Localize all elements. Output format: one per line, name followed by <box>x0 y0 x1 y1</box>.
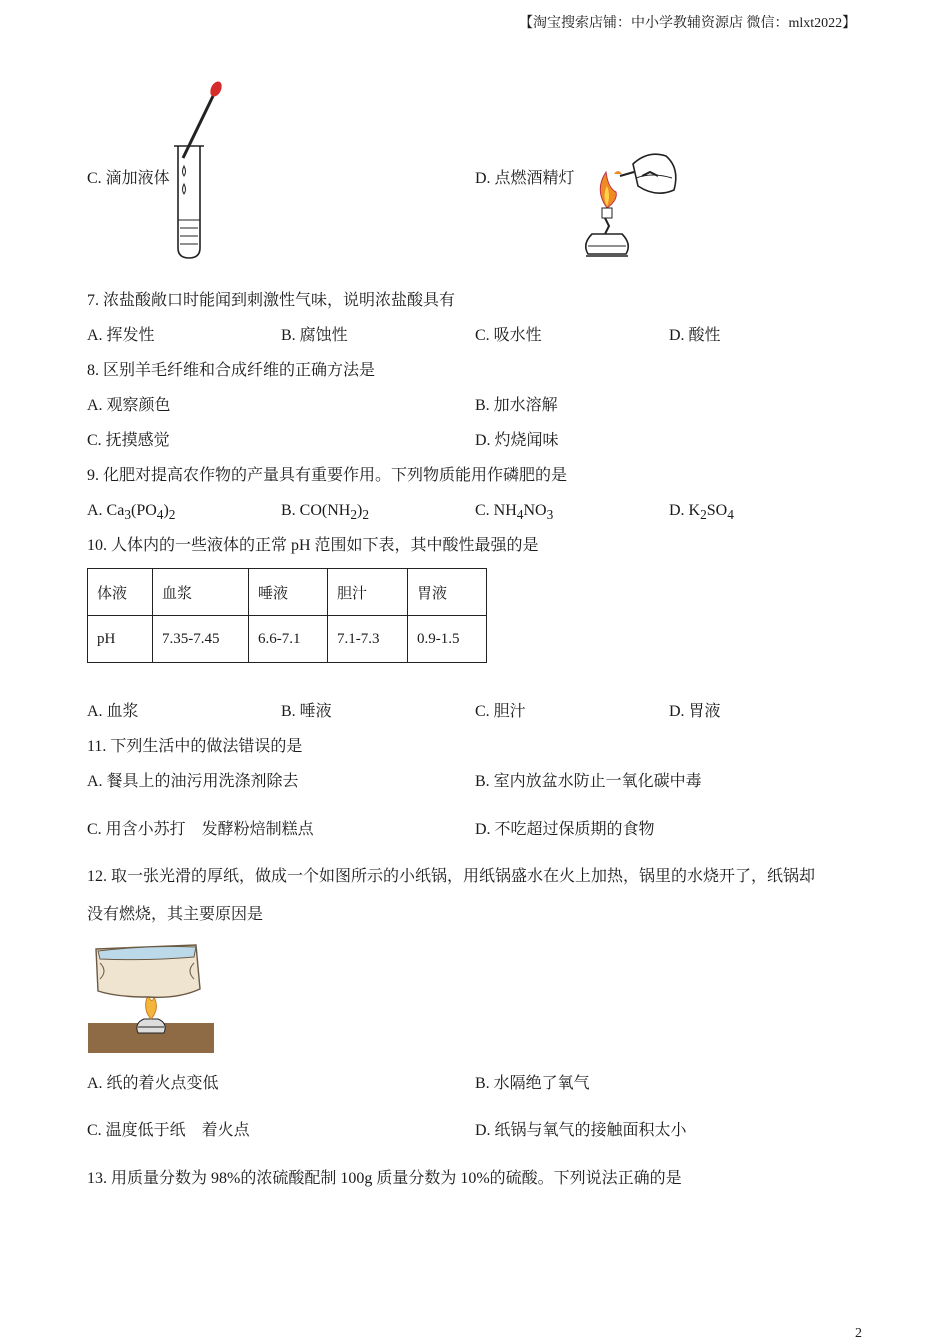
q11-option-c[interactable]: C. 用含小苏打 发酵粉焙制糕点 <box>87 821 314 838</box>
alcohol-lamp-lighting-illustration <box>578 150 688 265</box>
table-cell: 7.35-7.45 <box>153 616 249 663</box>
q7-option-a[interactable]: A. 挥发性 <box>87 327 155 344</box>
ph-table <box>87 568 487 663</box>
table-cell: 胆汁 <box>328 569 408 616</box>
table-cell: 唾液 <box>249 569 328 616</box>
q8-option-a[interactable]: A. 观察颜色 <box>87 397 171 414</box>
q9-option-c[interactable]: C. $NH_4NO_3$ <box>475 502 554 523</box>
q7-option-c[interactable]: C. 吸水性 <box>475 327 542 344</box>
dropper-test-tube-illustration <box>168 80 228 265</box>
q11-option-b[interactable]: B. 室内放盆水防止一氧化碳中毒 <box>475 773 702 790</box>
q13-stem: 13. 用质量分数为 98%的浓硫酸配制 100g 质量分数为 10%的硫酸。下列说法正确的是 <box>87 1170 682 1187</box>
q9-option-d[interactable]: D. $K_2SO_4$ <box>669 502 734 523</box>
q9-stem: 9. 化肥对提高农作物的产量具有重要作用。下列物质能用作磷肥的是 <box>87 467 568 484</box>
q7-option-d[interactable]: D. 酸性 <box>669 327 721 344</box>
q10-option-b[interactable]: B. 唾液 <box>281 703 332 720</box>
q8-option-d[interactable]: D. 灼烧闻味 <box>475 432 559 449</box>
q10-option-c[interactable]: C. 胆汁 <box>475 703 526 720</box>
table-cell: 血浆 <box>153 569 249 616</box>
q10-option-d[interactable]: D. 胃液 <box>669 703 721 720</box>
table-cell: 6.6-7.1 <box>249 616 328 663</box>
q8-option-b[interactable]: B. 加水溶解 <box>475 397 558 414</box>
q8-option-c[interactable]: C. 抚摸感觉 <box>87 432 170 449</box>
q11-option-d[interactable]: D. 不吃超过保质期的食物 <box>475 821 655 838</box>
q12-option-c[interactable]: C. 温度低于纸 着火点 <box>87 1122 250 1139</box>
table-cell: 0.9-1.5 <box>408 616 487 663</box>
q9-option-b[interactable]: B. $CO(NH_2)_2$ <box>281 502 370 523</box>
table-cell: 体液 <box>88 569 153 616</box>
q11-stem: 11. 下列生活中的做法错误的是 <box>87 738 303 755</box>
q12-option-d[interactable]: D. 纸锅与氧气的接触面积太小 <box>475 1122 687 1139</box>
q6-option-c[interactable]: C. 滴加液体 <box>87 170 170 187</box>
page-number: 2 <box>855 1326 862 1341</box>
q12-option-a[interactable]: A. 纸的着火点变低 <box>87 1075 219 1092</box>
q12-stem-line1: 12. 取一张光滑的厚纸，做成一个如图所示的小纸锅，用纸锅盛水在火上加热，锅里的水烧开了，纸锅却 <box>87 868 816 885</box>
table-row <box>88 569 487 616</box>
q7-stem: 7. 浓盐酸敞口时能闻到刺激性气味，说明浓盐酸具有 <box>87 292 456 309</box>
q12-stem-line2: 没有燃烧，其主要原因是 <box>87 906 264 923</box>
table-cell: pH <box>88 616 153 663</box>
table-cell: 7.1-7.3 <box>328 616 408 663</box>
q7-option-b[interactable]: B. 腐蚀性 <box>281 327 348 344</box>
q12-option-b[interactable]: B. 水隔绝了氧气 <box>475 1075 590 1092</box>
q10-stem: 10. 人体内的一些液体的正常 pH 范围如下表，其中酸性最强的是 <box>87 537 539 554</box>
q9-option-a[interactable]: A. $Ca_3(PO_4)_2$ <box>87 502 176 523</box>
table-cell: 胃液 <box>408 569 487 616</box>
table-row <box>88 616 487 663</box>
paper-pot-illustration <box>88 935 216 1055</box>
q10-option-a[interactable]: A. 血浆 <box>87 703 139 720</box>
page-header: 【淘宝搜索店铺：中小学教辅资源店 微信：mlxt2022】 <box>519 16 857 31</box>
q8-stem: 8. 区别羊毛纤维和合成纤维的正确方法是 <box>87 362 376 379</box>
q11-option-a[interactable]: A. 餐具上的油污用洗涤剂除去 <box>87 773 299 790</box>
q6-option-d[interactable]: D. 点燃酒精灯 <box>475 170 575 187</box>
